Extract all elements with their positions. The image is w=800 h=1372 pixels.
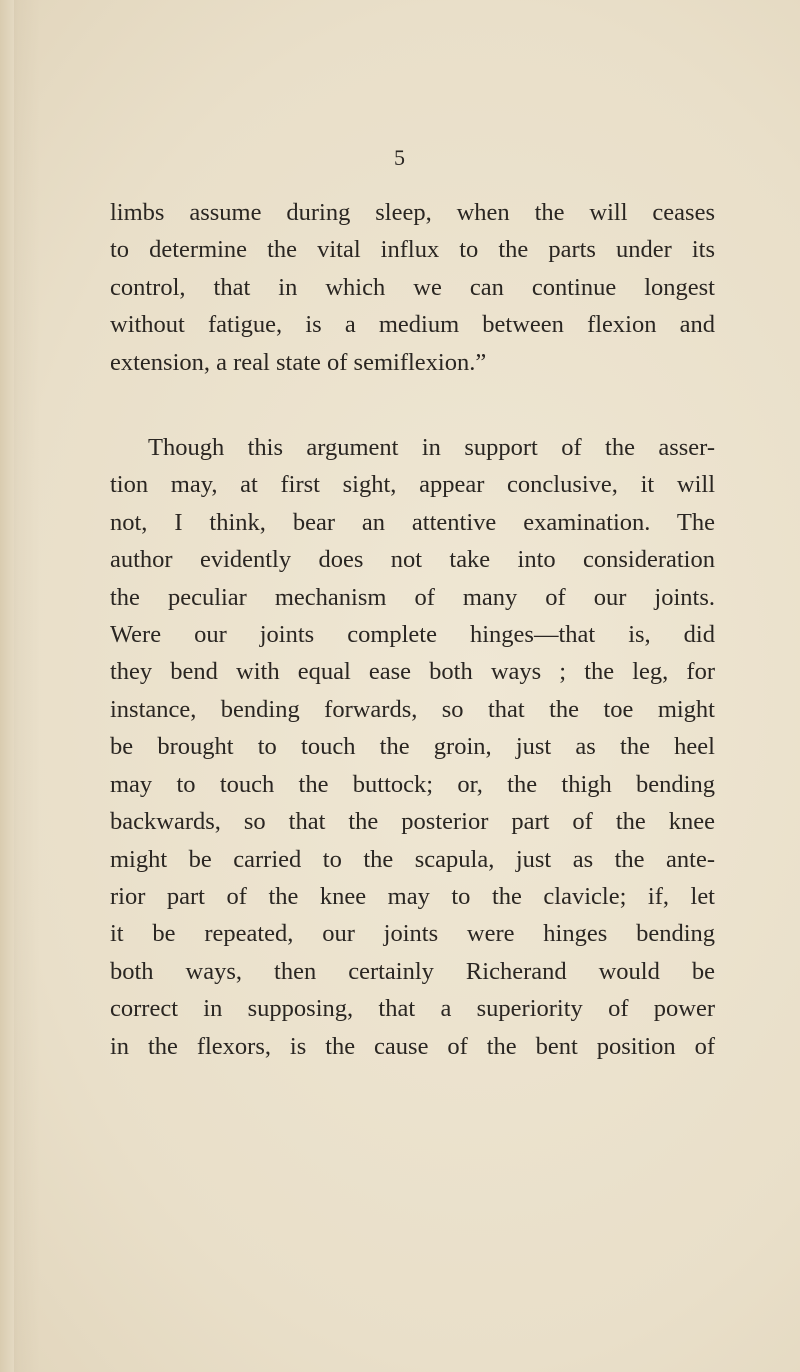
text-line: extension, a real state of semiflexion.”	[110, 348, 487, 376]
text-line: instance, bending forwards, so that the toe might	[110, 695, 715, 723]
text-line: it be repeated, our joints were hinges bending	[110, 920, 715, 948]
paragraph-2	[110, 429, 715, 1065]
page-number: 5	[394, 145, 406, 170]
text-line: in the flexors, is the cause of the bent position of	[110, 1032, 715, 1060]
text-line: control, that in which we can continue longest	[110, 273, 715, 301]
text-line: may to touch the buttock; or, the thigh bending	[110, 770, 715, 798]
text-line: Were our joints complete hinges—that is, did	[110, 621, 715, 649]
text-line: backwards, so that the posterior part of the knee	[110, 808, 715, 836]
paragraph-1	[110, 194, 715, 381]
text-line: the peculiar mechanism of many of our joints.	[110, 583, 715, 611]
text-line: tion may, at first sight, appear conclusive, it will	[110, 471, 715, 499]
body-text	[110, 194, 715, 1065]
text-line: author evidently does not take into consideration	[110, 546, 715, 574]
text-line: Though this argument in support of the asser-	[148, 434, 715, 462]
text-line: both ways, then certainly Richerand would be	[110, 957, 715, 985]
text-line: might be carried to the scapula, just as the ante-	[110, 845, 715, 873]
text-line: not, I think, bear an attentive examination. The	[110, 508, 715, 536]
text-line: without fatigue, is a medium between flexion and	[110, 311, 715, 339]
text-line: to determine the vital influx to the parts under its	[110, 236, 715, 264]
text-line: correct in supposing, that a superiority of power	[110, 995, 715, 1023]
binding-edge	[0, 0, 14, 1372]
text-line: be brought to touch the groin, just as the heel	[110, 733, 715, 761]
text-line: rior part of the knee may to the clavicle; if, let	[110, 882, 715, 910]
text-line: they bend with equal ease both ways ; the leg, for	[110, 658, 715, 686]
text-line: limbs assume during sleep, when the will ceases	[110, 199, 715, 226]
